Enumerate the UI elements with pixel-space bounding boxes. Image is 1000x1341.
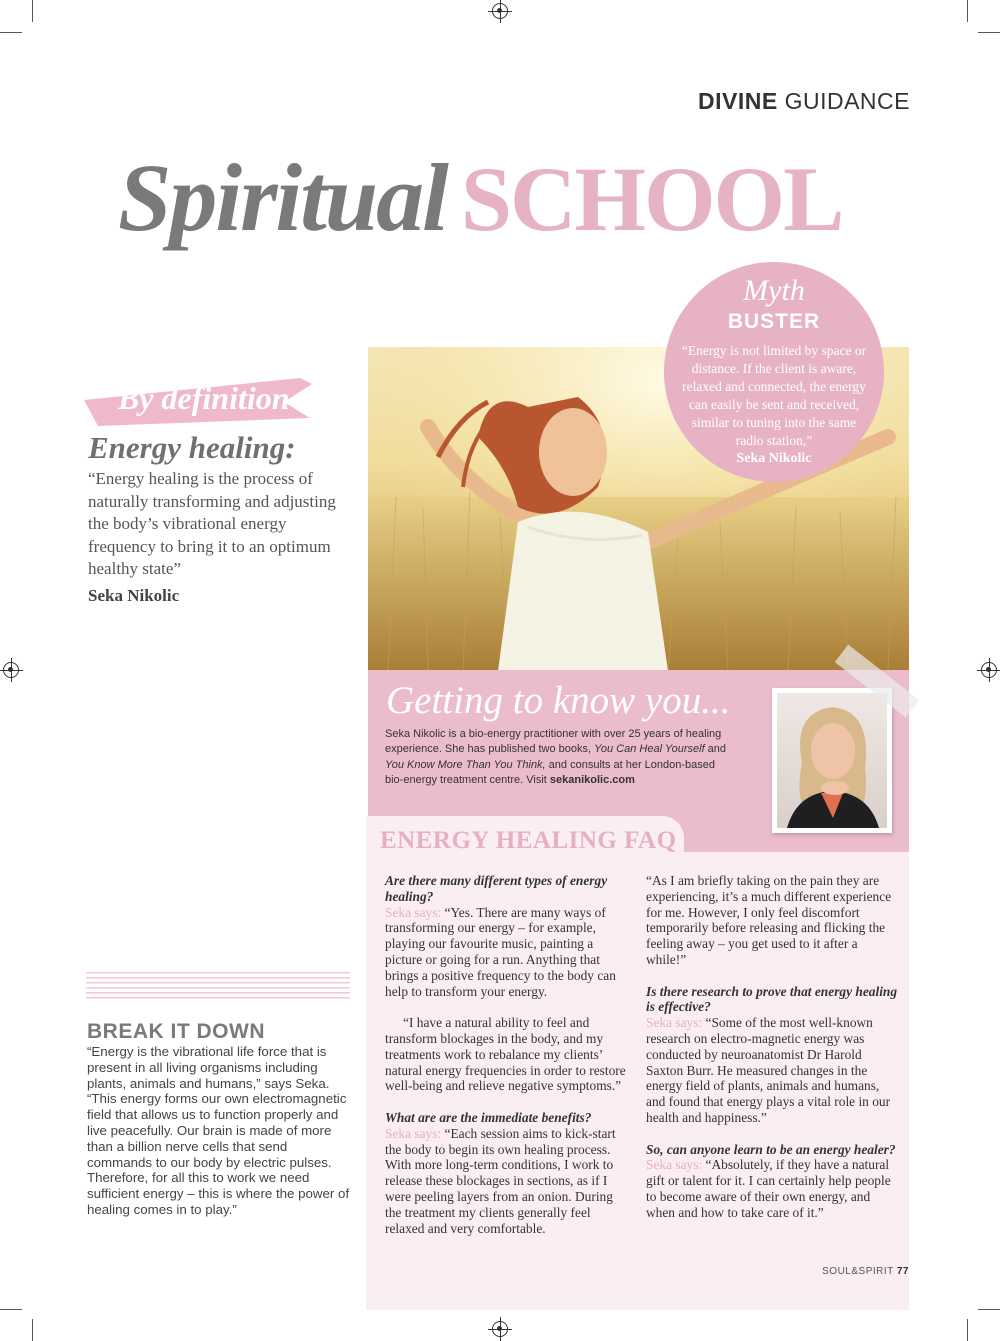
definition-title: Energy healing:: [88, 430, 296, 465]
crop-mark: [0, 1309, 22, 1310]
portrait-photo: [772, 688, 892, 833]
portrait-illustration: [777, 693, 887, 828]
crop-mark: [0, 32, 22, 33]
break-it-down-title: BREAK IT DOWN: [87, 1020, 265, 1043]
faq-answer-text: “Each session aims to kick-start the body to begin its own healing process. With more long-term conditions, I work to release these blockages in sections, as if I were peeling layers from an onion. During the treatment my clients generally feel relaxed and very comfortable.: [385, 1125, 616, 1236]
myth-quote: “Energy is not limited by space or distance. If the client is aware, relaxed and connected, the energy can easily be sent and received, similar to tuning into the same radio station,”: [681, 343, 867, 448]
registration-mark-icon: [3, 662, 19, 678]
bio-text-part: Seka Nikolic is a bio-energy practitioner with over 25 years of healing experience. She has published two books,: [385, 728, 722, 756]
seka-says-label: Seka says:: [385, 1125, 442, 1141]
bio-text-part: and: [704, 743, 727, 756]
crop-mark: [32, 0, 33, 22]
bio-text-part: and consults at her London-based bio-energy treatment centre. Visit: [385, 758, 716, 786]
faq-answer-text: “Some of the most well-known research on electro-magnetic energy was conducted by neuroanatomist Dr Harold Saxton Burr. He measured changes in the energy field of plants, animals and humans, and found that energy plays a vital role in our health and happiness.”: [646, 1015, 891, 1125]
definition-body: “Energy healing is the process of naturally transforming and adjusting the body’s vibrational energy frequency to bring it to an optimum healthy state”: [88, 469, 336, 579]
faq-answer-text: “Yes. There are many ways of transforming our energy – for example, playing our favourite music, painting a picture or going for a run. Anything that brings a positive frequency to the body can help to transform your energy.: [385, 904, 616, 999]
seka-says-label: Seka says:: [646, 1157, 703, 1173]
myth-buster-callout: [664, 262, 884, 482]
page-title: [118, 144, 843, 251]
registration-mark-icon: [981, 662, 997, 678]
faq-answer-text: “Absolutely, if they have a natural gift or talent for it. I can certainly help people to become aware of their own energy, and when and how to take care of it.”: [646, 1157, 891, 1220]
definition-ribbon-label: By definition: [118, 380, 290, 416]
crop-mark: [978, 32, 1000, 33]
magazine-name: SOUL&SPIRIT: [822, 1266, 894, 1277]
faq-column-left: [385, 873, 630, 1252]
buster-heading: BUSTER: [727, 310, 821, 333]
seka-says-label: Seka says:: [646, 1015, 703, 1031]
page-folio: [822, 1266, 909, 1277]
faq-question-text: So, can anyone learn to be an energy healer?: [646, 1141, 896, 1157]
faq-answer-paragraph: “I have a natural ability to feel and transform blockages in the body, and my treatments work to rebalance my clients’ natural energy frequencies in order to restore well-being and relieve negative symptoms.”: [385, 1015, 626, 1094]
faq-question: [385, 1110, 630, 1236]
section-label: [698, 88, 910, 115]
bio-title: Getting to know you...: [386, 679, 731, 722]
myth-heading: Myth: [743, 274, 805, 307]
crop-mark: [978, 1309, 1000, 1310]
faq-question-text: What are are the immediate benefits?: [385, 1109, 592, 1125]
book-title: You Know More Than You Think,: [385, 758, 546, 771]
faq-question-text: Is there research to prove that energy healing is effective?: [646, 983, 898, 1015]
registration-mark-icon: [492, 3, 508, 19]
faq-answer-paragraph: “As I am briefly taking on the pain they are experiencing, it’s a much different experience for me. However, I only feel discomfort temporarily before releasing and flicking the feeling away – you get used to it after a while!”: [646, 873, 892, 967]
section-label-light: GUIDANCE: [784, 88, 910, 114]
section-label-bold: DIVINE: [698, 88, 778, 114]
title-part-2: SCHOOL: [460, 148, 843, 250]
registration-mark-icon: [492, 1321, 508, 1337]
crop-mark: [967, 1319, 968, 1341]
seka-says-label: Seka says:: [385, 904, 442, 920]
faq-title: ENERGY HEALING FAQ: [380, 827, 677, 854]
bio-text: [385, 727, 735, 788]
myth-attribution: Seka Nikolic: [736, 451, 812, 466]
faq-column-right: [646, 873, 898, 1236]
title-part-1: Spiritual: [118, 144, 447, 251]
faq-question: [646, 1142, 898, 1221]
faq-question: [385, 873, 630, 999]
faq-question-text: Are there many different types of energy healing?: [385, 873, 608, 904]
faq-question: [646, 984, 898, 1126]
decorative-stripes: [86, 972, 350, 1002]
page-number: 77: [896, 1266, 909, 1277]
book-title: You Can Heal Yourself: [594, 743, 705, 756]
definition-attribution: Seka Nikolic: [88, 586, 180, 605]
website-link[interactable]: sekanikolic.com: [549, 773, 635, 786]
break-it-down-body: “Energy is the vibrational life force that is present in all living organisms including plants, animals and humans,” says Seka. “This energy forms our own electromagnetic field that allows us to function properly and live peacefully. Our brain is made of more than a billion nerve cells that send commands to our body by electric pulses. Therefore, for all this to work we need sufficient energy – this is where the power of healing comes in to play.”: [87, 1044, 350, 1217]
crop-mark: [32, 1319, 33, 1341]
crop-mark: [967, 0, 968, 22]
